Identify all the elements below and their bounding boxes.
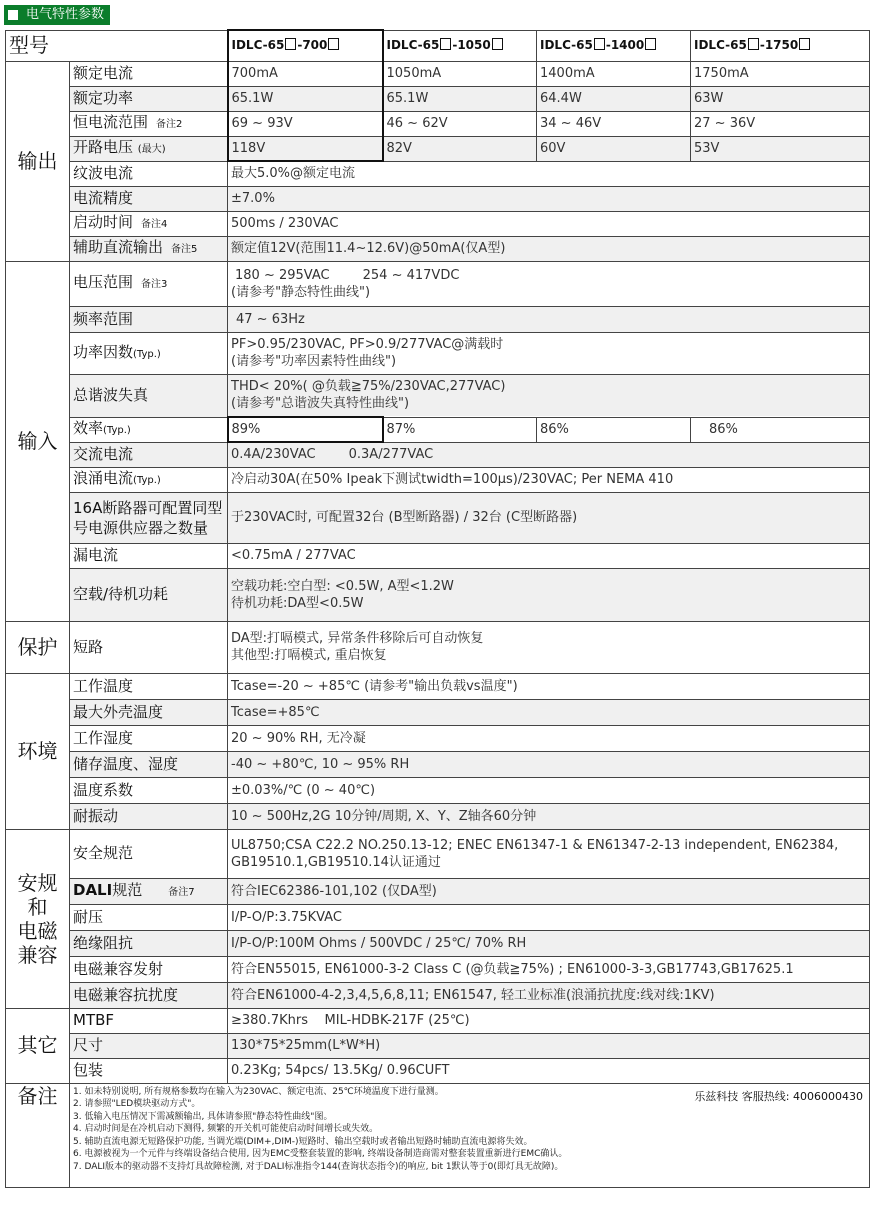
section-header xyxy=(4,5,110,25)
model-row xyxy=(6,30,870,61)
table-cell: 于230VAC时, 可配置32台 (B型断路器) / 32台 (C型断路器) xyxy=(228,492,870,543)
table-cell: 27 ~ 36V xyxy=(691,111,870,136)
table-cell: 180 ~ 295VAC 254 ~ 417VDC (请参考"静态特性曲线") xyxy=(228,261,870,306)
table-cell: 冷启动30A(在50% Ipeak下测试twidth=100μs)/230VAC; Per NEMA 410 xyxy=(228,467,870,492)
list-item: 1. 如未特别说明, 所有规格参数均在输入为230VAC、额定电流、25℃环境温度下进行量测。 xyxy=(73,1086,444,1097)
list-item: 2. 请参照"LED模块驱动方式"。 xyxy=(73,1099,201,1110)
table-row xyxy=(6,878,870,904)
efficiency-label: 效率(Typ.) xyxy=(70,417,228,442)
aux-dc-label: 辅助直流输出 备注5 xyxy=(70,236,228,261)
table-cell: 63W xyxy=(691,86,870,111)
isolation-label: 绝缘阻抗 xyxy=(70,930,228,956)
table-cell: 1400mA xyxy=(537,61,691,86)
section-title: 电气特性参数 xyxy=(26,7,105,22)
table-row xyxy=(6,442,870,467)
voltage-range-label: 电压范围 备注3 xyxy=(70,261,228,306)
category-environment: 环境 xyxy=(6,673,70,829)
table-row xyxy=(6,467,870,492)
emc-emission-label: 电磁兼容发射 xyxy=(70,956,228,982)
category-protection: 保护 xyxy=(6,621,70,673)
model-1750: IDLC-65 -1750 xyxy=(691,30,870,61)
table-cell: Tcase=+85℃ xyxy=(228,699,870,725)
table-cell: 空载功耗:空白型: <0.5W, A型<1.2W 待机功耗:DA型<0.5W xyxy=(228,568,870,621)
table-cell: 46 ~ 62V xyxy=(383,111,537,136)
table-cell: 0.4A/230VAC 0.3A/277VAC xyxy=(228,442,870,467)
table-cell: 53V xyxy=(691,136,870,161)
table-row xyxy=(6,186,870,211)
table-row xyxy=(6,982,870,1008)
table-row xyxy=(6,699,870,725)
square-icon xyxy=(8,10,18,20)
table-row xyxy=(6,725,870,751)
table-cell: 69 ~ 93V xyxy=(228,111,383,136)
table-row xyxy=(6,374,870,417)
open-voltage-label: 开路电压 (最大) xyxy=(70,136,228,161)
mtbf-label: MTBF xyxy=(70,1008,228,1033)
rated-power-label: 额定功率 xyxy=(70,86,228,111)
table-row xyxy=(6,161,870,186)
table-row xyxy=(6,492,870,543)
packing-label: 包装 xyxy=(70,1058,228,1083)
table-row xyxy=(6,211,870,236)
ripple-label: 纹波电流 xyxy=(70,161,228,186)
table-row xyxy=(6,111,870,136)
table-cell: 700mA xyxy=(228,61,383,86)
table-row xyxy=(6,777,870,803)
ac-current-label: 交流电流 xyxy=(70,442,228,467)
inrush-label: 浪涌电流(Typ.) xyxy=(70,467,228,492)
table-row xyxy=(6,1058,870,1083)
table-cell: 86% xyxy=(691,417,870,442)
table-cell: 10 ~ 500Hz,2G 10分钟/周期, X、Y、Z轴各60分钟 xyxy=(228,803,870,829)
accuracy-label: 电流精度 xyxy=(70,186,228,211)
table-cell: ±0.03%/℃ (0 ~ 40℃) xyxy=(228,777,870,803)
table-cell: I/P-O/P:100M Ohms / 500VDC / 25℃/ 70% RH xyxy=(228,930,870,956)
table-cell: 34 ~ 46V xyxy=(537,111,691,136)
table-cell: 0.23Kg; 54pcs/ 13.5Kg/ 0.96CUFT xyxy=(228,1058,870,1083)
table-row xyxy=(6,417,870,442)
table-row xyxy=(6,1033,870,1058)
table-row xyxy=(6,930,870,956)
table-row xyxy=(6,568,870,621)
table-row xyxy=(6,829,870,878)
model-700: IDLC-65 -700 xyxy=(228,30,383,61)
spec-table xyxy=(5,29,870,1188)
table-cell: 87% xyxy=(383,417,537,442)
leakage-label: 漏电流 xyxy=(70,543,228,568)
table-cell: 89% xyxy=(228,417,383,442)
table-row xyxy=(6,86,870,111)
table-row xyxy=(6,751,870,777)
table-row xyxy=(6,1008,870,1033)
withstand-label: 耐压 xyxy=(70,904,228,930)
table-cell: THD< 20%( @负载≧75%/230VAC,277VAC) (请参考"总谐波失真特性曲线") xyxy=(228,374,870,417)
table-cell: UL8750;CSA C22.2 NO.250.13-12; ENEC EN61347-1 & EN61347-2-13 independent, EN62384, GB19510.1,GB19510.14认证通过 xyxy=(228,829,870,878)
table-row xyxy=(6,306,870,332)
table-row xyxy=(6,332,870,374)
emc-immunity-label: 电磁兼容抗扰度 xyxy=(70,982,228,1008)
table-row xyxy=(6,904,870,930)
table-row xyxy=(6,1083,870,1187)
table-row xyxy=(6,673,870,699)
notes-cell xyxy=(70,1083,870,1187)
rated-current-label: 额定电流 xyxy=(70,61,228,86)
table-cell: 60V xyxy=(537,136,691,161)
list-item: 3. 低输入电压情况下需减额输出, 具体请参照"静态特性曲线"图。 xyxy=(73,1111,333,1122)
table-row xyxy=(6,261,870,306)
table-row xyxy=(6,136,870,161)
table-row xyxy=(6,236,870,261)
table-cell: 1050mA xyxy=(383,61,537,86)
model-1050: IDLC-65 -1050 xyxy=(383,30,537,61)
list-item: 6. 电源被视为一个元件与终端设备结合使用, 因为EMC受整套装置的影响, 终端设备制造商需对整套装置重新进行EMC确认。 xyxy=(73,1149,568,1160)
list-item: 5. 辅助直流电源无短路保护功能, 当调光端(DIM+,DIM-)短路时、输出空载时或者输出短路时辅助直流电源将失效。 xyxy=(73,1136,533,1147)
table-cell: -40 ~ +80℃, 10 ~ 95% RH xyxy=(228,751,870,777)
category-output: 输出 xyxy=(6,61,70,261)
table-cell: 65.1W xyxy=(383,86,537,111)
size-label: 尺寸 xyxy=(70,1033,228,1058)
cc-range-label: 恒电流范围 备注2 xyxy=(70,111,228,136)
table-cell: 符合EN61000-4-2,3,4,5,6,8,11; EN61547, 轻工业标准(浪涌抗扰度:线对线:1KV) xyxy=(228,982,870,1008)
table-cell: 20 ~ 90% RH, 无冷凝 xyxy=(228,725,870,751)
list-item: 4. 启动时间是在冷机启动下测得, 频繁的开关机可能使启动时间增长或失效。 xyxy=(73,1124,379,1135)
table-cell: ±7.0% xyxy=(228,186,870,211)
table-row xyxy=(6,61,870,86)
table-cell: 65.1W xyxy=(228,86,383,111)
dali-label: DALI规范 备注7 xyxy=(70,878,228,904)
table-cell: ≥380.7Khrs MIL-HDBK-217F (25℃) xyxy=(228,1008,870,1033)
table-row xyxy=(6,543,870,568)
thd-label: 总谐波失真 xyxy=(70,374,228,417)
table-cell: DA型:打嗝模式, 异常条件移除后可自动恢复 其他型:打嗝模式, 重启恢复 xyxy=(228,621,870,673)
pf-label: 功率因数(Typ.) xyxy=(70,332,228,374)
table-cell: 118V xyxy=(228,136,383,161)
table-row xyxy=(6,956,870,982)
model-label: 型号 xyxy=(6,30,228,61)
work-humidity-label: 工作湿度 xyxy=(70,725,228,751)
category-input: 输入 xyxy=(6,261,70,621)
startup-label: 启动时间 备注4 xyxy=(70,211,228,236)
category-safety: 安规 和 电磁 兼容 xyxy=(6,829,70,1008)
table-cell: PF>0.95/230VAC, PF>0.9/277VAC@满载时 (请参考"功率因素特性曲线") xyxy=(228,332,870,374)
breaker-label: 16A断路器可配置同型号电源供应器之数量 xyxy=(70,492,228,543)
short-label: 短路 xyxy=(70,621,228,673)
storage-label: 储存温度、湿度 xyxy=(70,751,228,777)
freq-range-label: 频率范围 xyxy=(70,306,228,332)
model-1400: IDLC-65 -1400 xyxy=(537,30,691,61)
standards-label: 安全规范 xyxy=(70,829,228,878)
table-cell: I/P-O/P:3.75KVAC xyxy=(228,904,870,930)
category-others: 其它 xyxy=(6,1008,70,1083)
table-cell: 82V xyxy=(383,136,537,161)
table-cell: 额定值12V(范围11.4~12.6V)@50mA(仅A型) xyxy=(228,236,870,261)
hotline-text: 乐兹科技 客服热线: 4006000430 xyxy=(694,1089,863,1103)
standby-label: 空载/待机功耗 xyxy=(70,568,228,621)
table-row xyxy=(6,803,870,829)
table-cell: 500ms / 230VAC xyxy=(228,211,870,236)
table-cell: 符合IEC62386-101,102 (仅DA型) xyxy=(228,878,870,904)
category-notes: 备注 xyxy=(6,1083,70,1187)
list-item: 7. DALI版本的驱动器不支持灯具故障检测, 对于DALI标准指令144(查询状态指令)的响应, bit 1默认等于0(即灯具无故障)。 xyxy=(73,1162,564,1173)
table-cell: <0.75mA / 277VAC xyxy=(228,543,870,568)
table-cell: 86% xyxy=(537,417,691,442)
table-cell: 47 ~ 63Hz xyxy=(228,306,870,332)
table-cell: 符合EN55015, EN61000-3-2 Class C (@负载≧75%) ; EN61000-3-3,GB17743,GB17625.1 xyxy=(228,956,870,982)
temp-coeff-label: 温度系数 xyxy=(70,777,228,803)
work-temp-label: 工作温度 xyxy=(70,673,228,699)
max-case-label: 最大外壳温度 xyxy=(70,699,228,725)
table-cell: 最大5.0%@额定电流 xyxy=(228,161,870,186)
table-row xyxy=(6,621,870,673)
table-cell: 64.4W xyxy=(537,86,691,111)
vibration-label: 耐振动 xyxy=(70,803,228,829)
table-cell: Tcase=-20 ~ +85℃ (请参考"输出负载vs温度") xyxy=(228,673,870,699)
table-cell: 1750mA xyxy=(691,61,870,86)
table-cell: 130*75*25mm(L*W*H) xyxy=(228,1033,870,1058)
